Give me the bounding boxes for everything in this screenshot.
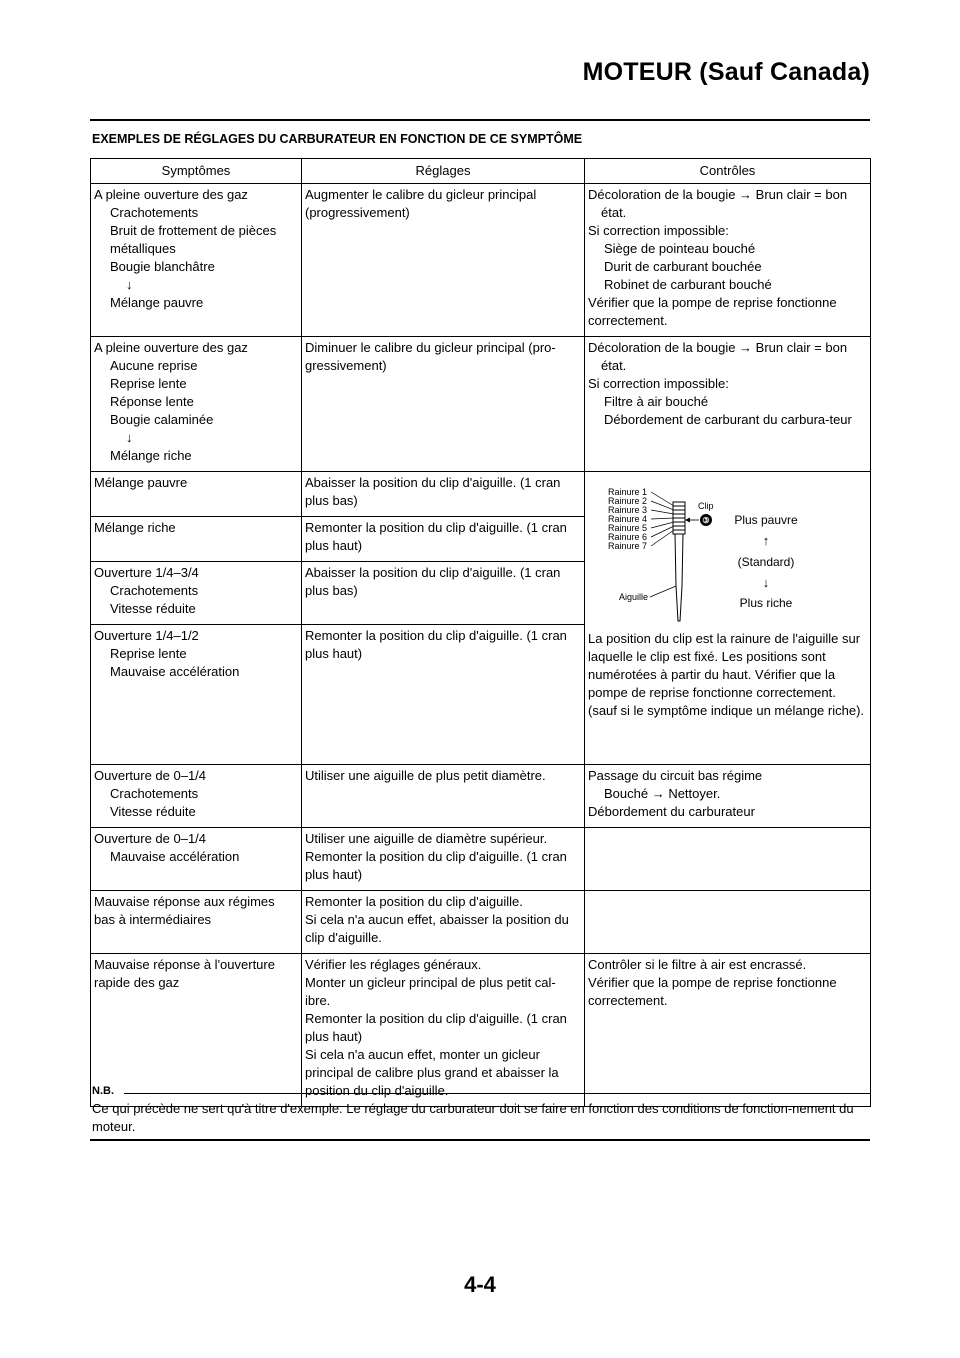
- check-cell: [585, 184, 871, 337]
- clip-number: ③: [702, 516, 710, 525]
- setting-cell: [302, 828, 585, 891]
- header-symptoms: Symptômes: [91, 159, 302, 184]
- symptom-cell: [91, 337, 302, 472]
- symptom-line: Vitesse réduite: [110, 804, 196, 819]
- symptom-cell: [91, 625, 302, 765]
- check-line: Passage du circuit bas régime: [588, 768, 763, 783]
- symptom-line: Mauvaise réponse aux régimes bas à intermédiaires: [94, 894, 275, 927]
- symptom-line: Bruit de frottement de pièces: [110, 223, 277, 238]
- symptom-cell: [91, 517, 302, 562]
- setting-cell: [302, 562, 585, 625]
- note-bottom-rule: [90, 1139, 870, 1141]
- groove-label-2: Rainure 2: [608, 496, 648, 506]
- check-line: Siège de pointeau bouché: [604, 241, 756, 256]
- needle-clip-diagram: [588, 476, 864, 626]
- table-row: [91, 765, 871, 828]
- check-line: Si correction impossible:: [588, 376, 729, 391]
- symptom-line: A pleine ouverture des gaz: [94, 340, 248, 355]
- standard-label: (Standard): [737, 555, 795, 569]
- setting-line: Remonter la position du clip d'aiguille. (1 cran plus haut): [305, 520, 567, 553]
- setting-line: Abaisser la position du clip d'aiguille. (1 cran plus bas): [305, 475, 561, 508]
- table-row: [91, 891, 871, 954]
- symptom-line: Mélange riche: [110, 448, 192, 463]
- groove-label-5: Rainure 5: [608, 523, 648, 533]
- note-label: N.B.: [92, 1085, 114, 1097]
- symptom-line: A pleine ouverture des gaz: [94, 187, 248, 202]
- symptom-cell: [91, 184, 302, 337]
- setting-line: Utiliser une aiguille de plus petit diamètre.: [305, 768, 546, 783]
- table-header-row: [91, 159, 871, 184]
- symptom-line: Ouverture de 0–1/4: [94, 768, 207, 783]
- check-line: Contrôler si le filtre à air est encrassé.: [588, 957, 807, 972]
- check-line: Débordement du carburateur: [588, 804, 755, 819]
- check-line: Vérifier que la pompe de reprise fonctionne correctement.: [588, 975, 837, 1008]
- setting-line: (progressivement): [305, 205, 410, 220]
- clip-position-note: La position du clip est la rainure de l'aiguille sur laquelle le clip est fixé. Les positions sont numérotées à partir du haut. Vérifier que la pompe de reprise fonctionne correctement. (sauf si le symptôme indique un mélange riche).: [588, 631, 865, 718]
- symptom-line: Ouverture 1/4–3/4: [94, 565, 199, 580]
- groove-label-1: Rainure 1: [608, 487, 648, 497]
- symptom-line: Bougie calaminée: [110, 412, 214, 427]
- setting-cell: [302, 184, 585, 337]
- header-settings: Réglages: [302, 159, 585, 184]
- setting-line: Remonter la position du clip d'aiguille. (1 cran plus haut): [305, 849, 567, 882]
- groove-label-3: Rainure 3: [608, 505, 648, 515]
- setting-line: Vérifier les réglages généraux.: [305, 957, 482, 972]
- page-title: MOTEUR (Sauf Canada): [582, 58, 870, 86]
- symptom-line: Reprise lente: [110, 376, 187, 391]
- groove-leader-lines: [651, 492, 674, 546]
- symptom-line: Mélange riche: [94, 520, 176, 535]
- symptom-line: Réponse lente: [110, 394, 194, 409]
- symptom-line: Ouverture 1/4–1/2: [94, 628, 199, 643]
- title-rule: [90, 119, 870, 121]
- setting-cell: [302, 472, 585, 517]
- setting-line: Si cela n'a aucun effet, abaisser la position du clip d'aiguille.: [305, 912, 569, 945]
- symptom-line: Mauvaise accélération: [110, 849, 240, 864]
- symptom-line: Reprise lente: [110, 646, 187, 661]
- setting-cell: [302, 954, 585, 1107]
- richer-label: Plus riche: [739, 596, 793, 610]
- check-line: Décoloration de la bougie → Brun clair = bon état.: [588, 187, 848, 220]
- check-line: Bouché → Nettoyer.: [604, 786, 721, 801]
- check-cell: [585, 337, 871, 472]
- table-row: [91, 184, 871, 337]
- check-cell: [585, 765, 871, 828]
- note-rule: [124, 1093, 870, 1094]
- setting-cell: [302, 517, 585, 562]
- setting-line: Augmenter le calibre du gicleur principal: [305, 187, 537, 202]
- setting-line: Utiliser une aiguille de diamètre supérieur.: [305, 831, 548, 846]
- setting-line: Abaisser la position du clip d'aiguille. (1 cran plus bas): [305, 565, 561, 598]
- check-line: Robinet de carburant bouché: [604, 277, 772, 292]
- setting-line: Remonter la position du clip d'aiguille.: [305, 894, 523, 909]
- symptom-cell: [91, 828, 302, 891]
- symptom-line: Ouverture de 0–1/4: [94, 831, 207, 846]
- check-cell: [585, 828, 871, 891]
- symptom-line: Mélange pauvre: [94, 475, 188, 490]
- needle-label: Aiguille: [619, 592, 649, 602]
- needle-icon: [673, 502, 685, 621]
- groove-label-6: Rainure 6: [608, 532, 648, 542]
- carburetor-settings-table: [90, 158, 871, 1107]
- table-row: [91, 954, 871, 1107]
- down-arrow-icon: ↓: [126, 277, 133, 292]
- check-line: Si correction impossible:: [588, 223, 729, 238]
- symptom-line: Bougie blanchâtre: [110, 259, 215, 274]
- setting-line: Remonter la position du clip d'aiguille. (1 cran plus haut): [305, 1011, 567, 1044]
- check-line: Débordement de carburant du carbura-teur: [604, 412, 852, 427]
- symptom-cell: [91, 891, 302, 954]
- symptom-line: Crachotements: [110, 786, 199, 801]
- groove-label-4: Rainure 4: [608, 514, 648, 524]
- header-checks: Contrôles: [585, 159, 871, 184]
- setting-line: Remonter la position du clip d'aiguille. (1 cran plus haut): [305, 628, 567, 661]
- setting-cell: [302, 337, 585, 472]
- symptom-cell: [91, 562, 302, 625]
- needle-leader-line: [650, 586, 676, 597]
- leaner-label: Plus pauvre: [734, 513, 798, 527]
- page-number: 4-4: [464, 1272, 496, 1297]
- setting-cell: [302, 891, 585, 954]
- setting-cell: [302, 625, 585, 765]
- down-arrow-icon: ↓: [762, 575, 770, 590]
- symptom-line: Mélange pauvre: [110, 295, 204, 310]
- check-line: Décoloration de la bougie → Brun clair = bon état.: [588, 340, 848, 373]
- check-cell: [585, 954, 871, 1107]
- symptom-cell: [91, 765, 302, 828]
- note-text: Ce qui précède ne sert qu'à titre d'exemple. Le réglage du carburateur doit se faire en fonction des conditions de fonction-nement du moteur.: [92, 1101, 854, 1134]
- setting-line: Diminuer le calibre du gicleur principal (pro-gressivement): [305, 340, 556, 373]
- symptom-line: Aucune reprise: [110, 358, 198, 373]
- check-line: Vérifier que la pompe de reprise fonctionne correctement.: [588, 295, 837, 328]
- symptom-line: Crachotements: [110, 583, 199, 598]
- clip-label: Clip: [698, 501, 714, 511]
- down-arrow-icon: ↓: [126, 430, 133, 445]
- table-row: [91, 472, 871, 517]
- symptom-cell: [91, 954, 302, 1107]
- table-row: [91, 337, 871, 472]
- symptom-line: Vitesse réduite: [110, 601, 196, 616]
- check-cell: [585, 891, 871, 954]
- section-heading: EXEMPLES DE RÉGLAGES DU CARBURATEUR EN FONCTION DE CE SYMPTÔME: [92, 132, 583, 146]
- symptom-line: Mauvaise réponse à l'ouverture rapide des gaz: [94, 957, 275, 990]
- symptom-line: Mauvaise accélération: [110, 664, 240, 679]
- up-arrow-icon: ↑: [762, 533, 770, 548]
- table-row: [91, 828, 871, 891]
- check-line: Filtre à air bouché: [604, 394, 709, 409]
- clip-diagram-cell: [585, 472, 871, 765]
- setting-line: Si cela n'a aucun effet, monter un gicleur principal de calibre plus grand et abaisser la position du clip d'aiguille.: [305, 1047, 559, 1098]
- groove-label-7: Rainure 7: [608, 541, 648, 551]
- clip-arrow-head: [685, 518, 690, 523]
- setting-line: Monter un gicleur principal de plus petit cal-ibre.: [305, 975, 556, 1008]
- symptom-line: métalliques: [110, 241, 176, 256]
- symptom-cell: [91, 472, 302, 517]
- check-line: Durit de carburant bouchée: [604, 259, 762, 274]
- setting-cell: [302, 765, 585, 828]
- symptom-line: Crachotements: [110, 205, 199, 220]
